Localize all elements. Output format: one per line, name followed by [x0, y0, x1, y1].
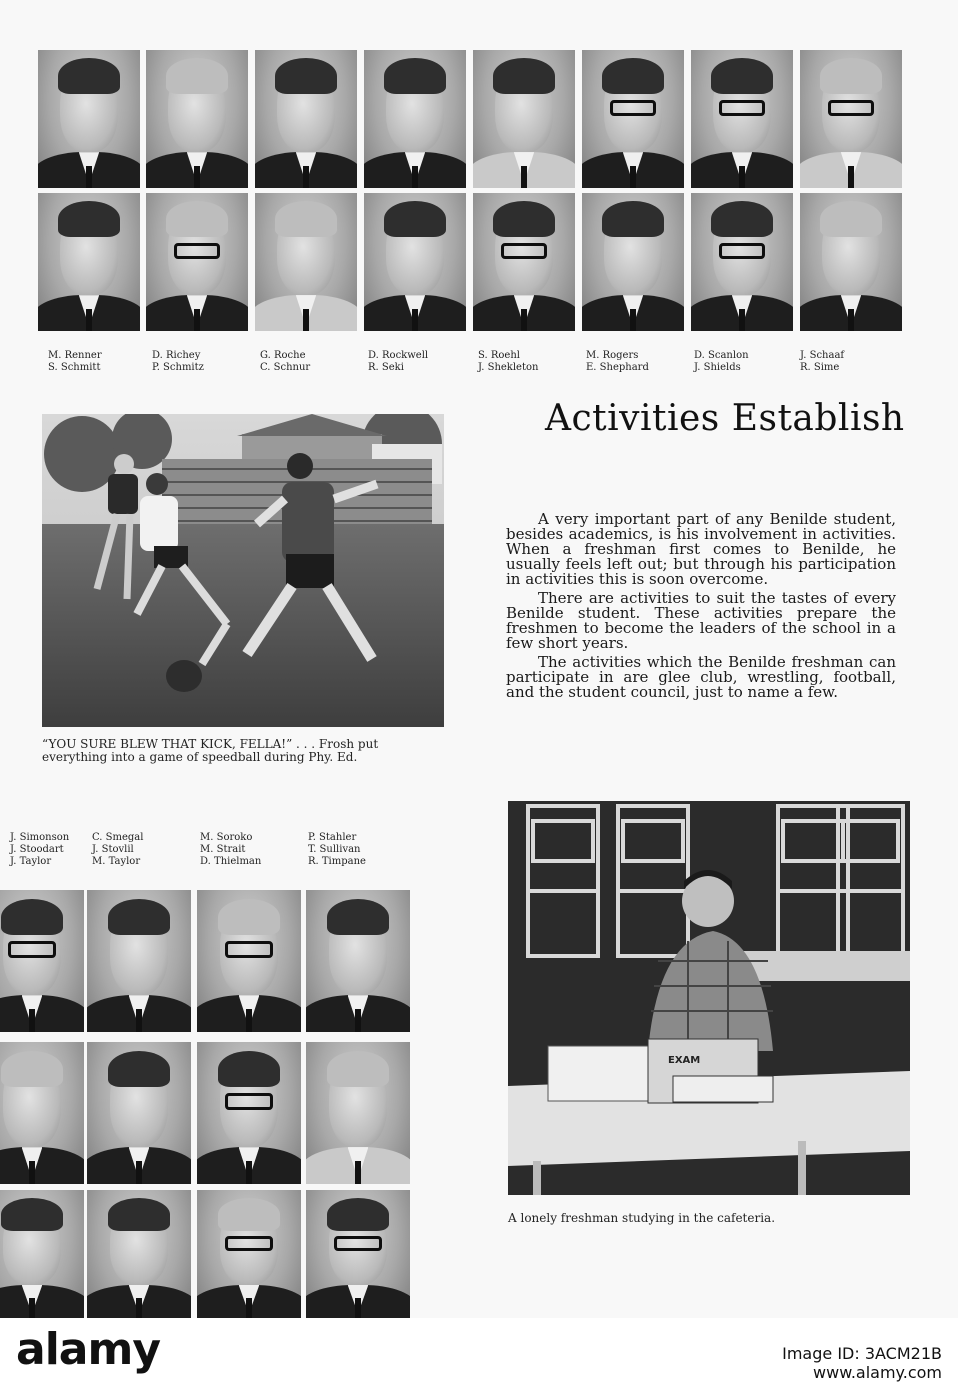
student-portrait: [87, 1042, 191, 1184]
student-name: D. Richey: [152, 350, 201, 361]
book-label: EXAM: [668, 1055, 701, 1066]
article-paragraph: A very important part of any Benilde student, besides academics, is his involvement in activities. When a freshman first comes to Benilde, he usually feels left out; but through his participation in activities this is soon overcome.: [506, 510, 896, 588]
stock-meta: [782, 1344, 942, 1382]
article-body: [506, 512, 896, 704]
student-portrait: [800, 50, 902, 188]
student-name: D. Scanlon: [694, 350, 749, 361]
cafeteria-caption: A lonely freshman studying in the cafeteria.: [508, 1211, 776, 1225]
student-name: M. Taylor: [92, 856, 141, 867]
student-name: J. Stovlil: [92, 844, 134, 855]
name-column: [694, 350, 749, 374]
name-column: [92, 832, 143, 868]
student-name: P. Schmitz: [152, 362, 204, 373]
student-name: S. Schmitt: [48, 362, 101, 373]
student-name: T. Sullivan: [308, 844, 361, 855]
stock-footer: [0, 1318, 958, 1390]
name-column: [10, 832, 69, 868]
student-portrait: [691, 193, 793, 331]
student-portrait: [582, 193, 684, 331]
name-column: [308, 832, 366, 868]
student-name: J. Simonson: [10, 832, 70, 843]
student-name: G. Roche: [260, 350, 306, 361]
student-portrait: [255, 50, 357, 188]
student-portrait: [364, 193, 466, 331]
name-column: [48, 350, 102, 374]
student-name: C. Schnur: [260, 362, 311, 373]
student-portrait: [800, 193, 902, 331]
student-portrait: [691, 50, 793, 188]
name-column: [260, 350, 310, 374]
student-portrait: [146, 50, 248, 188]
student-portrait: [38, 50, 140, 188]
student-portrait: [0, 1042, 84, 1184]
student-portrait: [255, 193, 357, 331]
name-column: [368, 350, 428, 374]
student-name: E. Shephard: [586, 362, 649, 373]
student-name: M. Soroko: [200, 832, 253, 843]
student-name: M. Rogers: [586, 350, 639, 361]
speedball-photo: [42, 414, 444, 727]
article-paragraph: There are activities to suit the tastes of every Benilde student. These activities prepare the freshmen to become the leaders of the school in a few short years.: [506, 589, 896, 652]
back-table: [738, 951, 910, 981]
student-portrait: [197, 890, 301, 1032]
student-portrait: [364, 50, 466, 188]
student-portrait: [306, 890, 410, 1032]
student-name: R. Seki: [368, 362, 404, 373]
article-heading: Activities Establish: [545, 398, 905, 439]
student-name: M. Renner: [48, 350, 102, 361]
name-column: [586, 350, 649, 374]
student-name: R. Sime: [800, 362, 840, 373]
student-name: J. Taylor: [10, 856, 52, 867]
student-portrait: [0, 1190, 84, 1318]
student-name: M. Strait: [200, 844, 246, 855]
student-portrait: [473, 193, 575, 331]
student-portrait: [87, 1190, 191, 1318]
student-portrait: [473, 50, 575, 188]
site-url: www.alamy.com: [813, 1363, 942, 1382]
student-name: C. Smegal: [92, 832, 144, 843]
image-id: Image ID: 3ACM21B: [782, 1344, 942, 1363]
student-name: J. Shekleton: [478, 362, 539, 373]
student-name: D. Thielman: [200, 856, 262, 867]
article-paragraph: The activities which the Benilde freshman can participate in are glee club, wrestling, football, and the student council, just to name a few.: [506, 653, 896, 701]
name-column: [200, 832, 261, 868]
books: [548, 1039, 773, 1103]
student-portrait: [87, 890, 191, 1032]
student-portrait: [197, 1190, 301, 1318]
name-column: [152, 350, 204, 374]
student-portrait: [38, 193, 140, 331]
student-name: P. Stahler: [308, 832, 357, 843]
student-portrait: [0, 890, 84, 1032]
student-name: J. Shields: [694, 362, 741, 373]
student-portrait: [197, 1042, 301, 1184]
name-column: [478, 350, 538, 374]
student-portrait: [306, 1042, 410, 1184]
speedball-caption: “YOU SURE BLEW THAT KICK, FELLA!” . . . Frosh put everything into a game of speedball during Phy. Ed.: [42, 737, 379, 764]
student-portrait: [146, 193, 248, 331]
student-name: J. Stoodart: [10, 844, 64, 855]
student-name: R. Timpane: [308, 856, 366, 867]
cafeteria-photo: [508, 801, 910, 1195]
student-portrait: [582, 50, 684, 188]
speedball: [166, 660, 202, 692]
alamy-logo: alamy: [16, 1324, 160, 1375]
student-name: S. Roehl: [478, 350, 520, 361]
cafeteria-scene: [508, 801, 910, 1195]
student-name: D. Rockwell: [368, 350, 429, 361]
speedball-scene: [42, 414, 444, 727]
name-column: [800, 350, 844, 374]
student-name: J. Schaaf: [800, 350, 845, 361]
student-portrait: [306, 1190, 410, 1318]
